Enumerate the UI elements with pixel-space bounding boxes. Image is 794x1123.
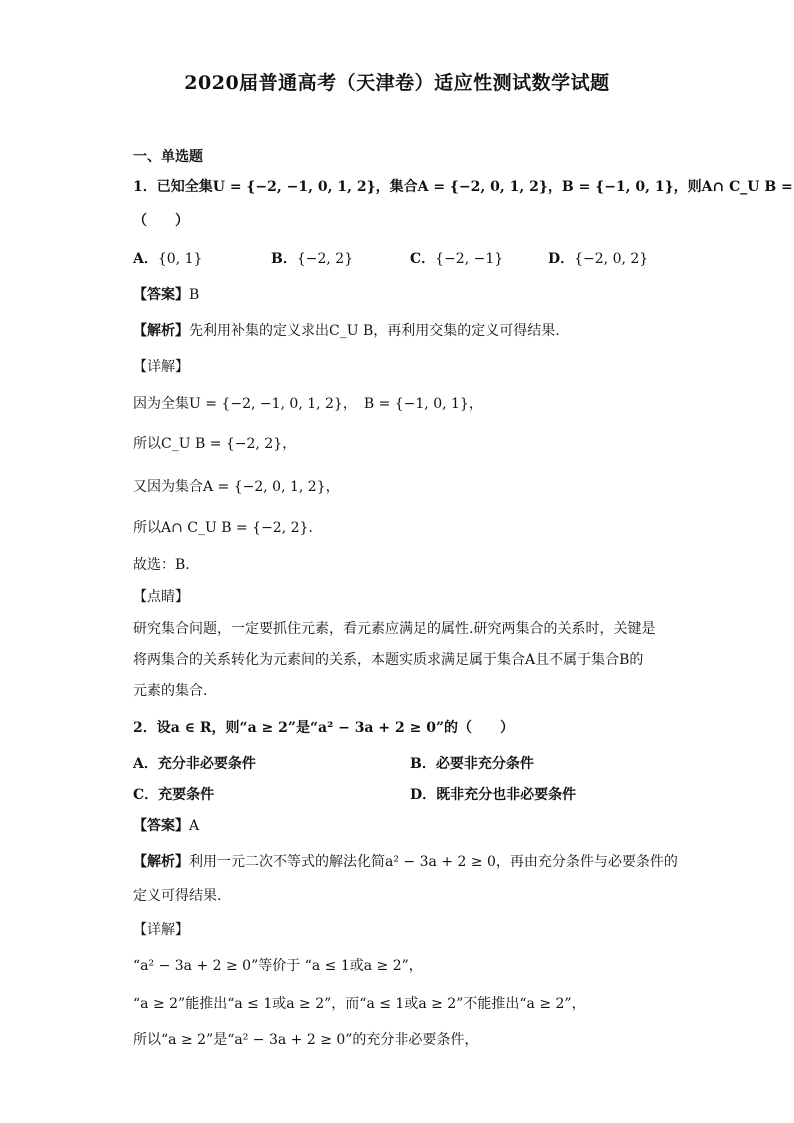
q1-stem-line2: （ ）	[133, 213, 189, 229]
option-text: {−2, 0, 2}	[574, 251, 649, 267]
answer-value: B	[189, 287, 200, 303]
option-label: C．	[133, 787, 159, 803]
option-text: 充分非必要条件	[157, 756, 256, 772]
q1-detail-line: 因为全集U = {−2, −1, 0, 1, 2}， B = {−1, 0, 1}，	[133, 396, 483, 412]
q1-option-c	[410, 248, 503, 268]
q2-stem: 2．设a ∈ R，则“a ≥ 2”是“a² − 3a + 2 ≥ 0”的（ ）	[133, 720, 514, 736]
option-text: 充要条件	[158, 787, 215, 803]
page-title: 2020届普通高考（天津卷）适应性测试数学试题	[184, 72, 610, 94]
analysis-text: 先利用补集的定义求出C_U B，再利用交集的定义可得结果.	[189, 323, 560, 339]
analysis-text: 利用一元二次不等式的解法化简a² − 3a + 2 ≥ 0，再由充分条件与必要条件的	[189, 854, 678, 870]
option-text: 必要非充分条件	[435, 756, 534, 772]
analysis-tag: 【解析】	[133, 854, 189, 870]
q1-detail-tag: 【详解】	[133, 359, 189, 375]
q1-comment-tag: 【点睛】	[133, 589, 189, 605]
q2-option-d	[410, 784, 576, 804]
option-text: {−2, −1}	[435, 251, 504, 267]
answer-tag: 【答案】	[133, 287, 189, 303]
q2-detail-line: “a ≥ 2”能推出“a ≤ 1或a ≥ 2”，而“a ≤ 1或a ≥ 2”不能推出“a ≥ 2”，	[133, 996, 586, 1012]
option-text: {−2, 2}	[296, 251, 354, 267]
q1-option-b	[271, 248, 353, 268]
option-label: A．	[133, 251, 158, 267]
answer-value: A	[189, 818, 200, 834]
q1-stem-line1: 1．已知全集U = {−2, −1, 0, 1, 2}，集合A = {−2, 0, 1, 2}，B = {−1, 0, 1}，则A∩ C_U B =	[133, 179, 793, 195]
q2-answer	[133, 815, 673, 837]
q1-comment-line: 将两集合的关系转化为元素间的关系，本题实质求满足属于集合A且不属于集合B的	[133, 652, 644, 668]
option-label: D．	[410, 787, 437, 803]
option-label: D．	[548, 251, 575, 267]
option-label: C．	[410, 251, 436, 267]
q2-option-a	[133, 753, 256, 773]
q1-detail-line: 所以C_U B = {−2, 2}，	[133, 436, 297, 452]
q1-option-d	[548, 248, 648, 268]
option-label: B．	[271, 251, 297, 267]
section-heading: 一、单选题	[133, 149, 203, 165]
q2-detail-line: 所以“a ≥ 2”是“a² − 3a + 2 ≥ 0”的充分非必要条件，	[133, 1032, 479, 1048]
q1-comment-line: 元素的集合.	[133, 683, 208, 699]
q1-answer	[133, 284, 673, 306]
q1-comment-line: 研究集合问题，一定要抓住元素，看元素应满足的属性.研究两集合的关系时，关键是	[133, 621, 656, 637]
q1-detail-line: 故选：B.	[133, 557, 190, 573]
option-label: B．	[410, 756, 436, 772]
q1-analysis	[133, 320, 673, 342]
q2-analysis-line2: 定义可得结果.	[133, 888, 222, 904]
q2-detail-tag: 【详解】	[133, 922, 189, 938]
q2-option-b	[410, 753, 534, 773]
option-text: 既非充分也非必要条件	[436, 787, 577, 803]
q1-detail-line: 所以A∩ C_U B = {−2, 2}.	[133, 520, 313, 536]
option-text: {0, 1}	[157, 251, 203, 267]
q2-analysis	[133, 851, 678, 873]
option-label: A．	[133, 756, 158, 772]
answer-tag: 【答案】	[133, 818, 189, 834]
q1-option-a	[133, 248, 202, 268]
q1-detail-line: 又因为集合A = {−2, 0, 1, 2}，	[133, 479, 340, 495]
q2-option-c	[133, 784, 214, 804]
analysis-tag: 【解析】	[133, 323, 189, 339]
q2-detail-line: “a² − 3a + 2 ≥ 0”等价于 “a ≤ 1或a ≥ 2”，	[133, 958, 423, 974]
